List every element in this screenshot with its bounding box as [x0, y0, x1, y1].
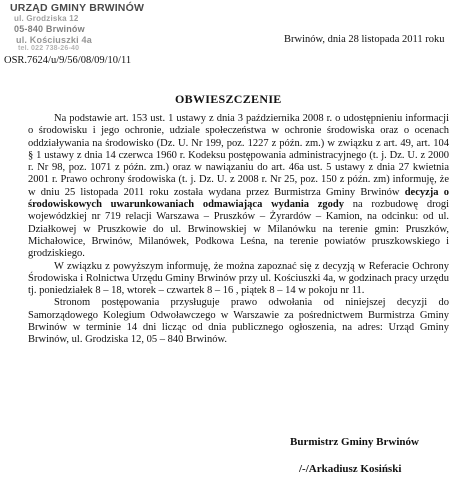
- paragraph-inspection: W związku z powyższym informuję, że można zapoznać się z decyzją w Referacie Ochrony Środowiska i Rolnictwa Urzędu Gminy Brwinów przy ul. Kościuszki 4a, w godzinach pracy urzędu tj. poniedziałek 8 – 18, wtorek – czwartek 8 – 16 , piątek 8 – 14 w pokoju nr 11.: [28, 260, 449, 297]
- stamp-line-2: ul. Grodziska 12: [14, 14, 79, 23]
- office-stamp: [4, 2, 176, 54]
- stamp-line-4: ul. Kościuszki 4a: [16, 35, 92, 45]
- document-title: OBWIESZCZENIE: [175, 92, 282, 106]
- signature-role: Burmistrz Gminy Brwinów: [290, 436, 419, 448]
- date-line: Brwinów, dnia 28 listopada 2011 roku: [284, 34, 445, 45]
- signature-name: /-/Arkadiusz Kosiński: [299, 463, 402, 475]
- reference-number: OSR.7624/u/9/56/08/09/10/11: [4, 55, 132, 66]
- stamp-line-5: tel. 022 738-26-40: [18, 45, 80, 52]
- paragraph-decision-bold: decyzja o środowiskowych uwarunkowaniach odmawiająca wydania zgody: [28, 186, 449, 211]
- stamp-line-1: URZĄD GMINY BRWINÓW: [10, 2, 145, 14]
- paragraph-decision-rest: na rozbudowę drogi wojewódzkiej nr 719 relacji Warszawa – Pruszków – Żyrardów – Kamion, na odcinku: od ul. Działkowej w Pruszkowie do ul. Brwinowskiej w Milanówku na terenie gmin: Pruszków, Michałowice, Brwinów, Milanówek, Podkowa Leśna, na terenie powiatów pruszkowskiego i grodziskiego.: [28, 199, 449, 260]
- paragraph-decision-intro: Na podstawie art. 153 ust. 1 ustawy z dnia 3 października 2008 r. o udostępnieniu informacji o środowisku i jego ochronie, udziale społeczeństwa w ochronie środowiska oraz o ocenach oddziaływania na środowisko (Dz. U. Nr 199, poz. 1227 z późn. zm.) w związku z art. 49, art. 104 § 1 ustawy z dnia 14 czerwca 1960 r. Kodeksu postępowania administracyjnego (t. j. Dz. U. z 2000 r. Nr 98, poz. 1071 z późn. zm.) oraz w nawiązaniu do art. 46a ust. 5 ustawy z dnia 27 kwietnia 2001 r. Prawo ochrony środowiska (t. j. Dz. U. z 2008 r. Nr 25, poz. 150 z późn. zm) informuję, że w dniu 25 listopada 2011 roku została wydana przez Burmistrza Gminy Brwinów: [28, 113, 449, 198]
- stamp-line-3: 05-840 Brwinów: [14, 24, 85, 34]
- paragraph-appeal: Stronom postępowania przysługuje prawo odwołania od niniejszej decyzji do Samorządowego Kolegium Odwoławczego w Warszawie za pośrednictwem Burmistrza Gminy Brwinów w terminie 14 dni licząc od dnia publicznego ogłoszenia, na adres: Urząd Gminy Brwinów, ul. Grodziska 12, 05 – 840 Brwinów.: [28, 297, 449, 346]
- document-body: [28, 113, 449, 347]
- paragraph-decision: [28, 113, 449, 261]
